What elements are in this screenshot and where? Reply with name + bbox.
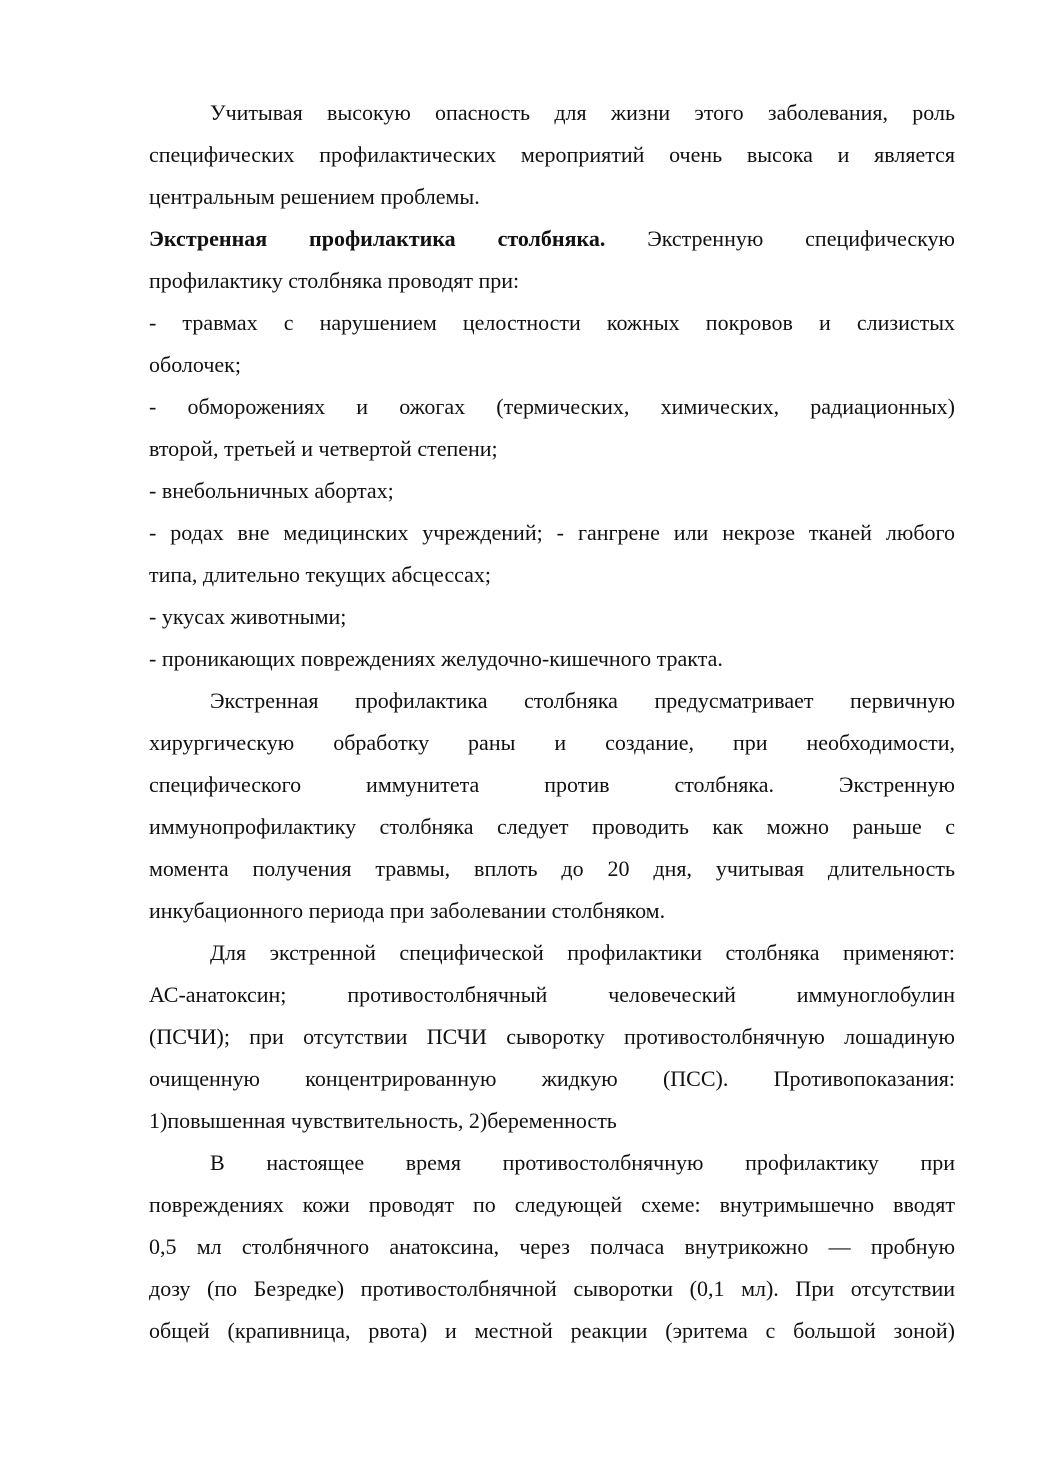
paragraph-line: Учитывая высокую опасность для жизни этого заболевания, роль bbox=[210, 100, 955, 125]
paragraph-line: общей (крапивница, рвота) и местной реакции (эритема с большой зоной) bbox=[149, 1318, 955, 1343]
list-item-line: - внебольничных абортах; bbox=[149, 478, 394, 503]
paragraph-line: специфических профилактических мероприятий очень высока и является bbox=[149, 142, 955, 167]
list-item-line: второй, третьей и четвертой степени; bbox=[149, 436, 498, 461]
paragraph-line: момента получения травмы, вплоть до 20 дня, учитывая длительность bbox=[149, 856, 955, 881]
paragraph-line: повреждениях кожи проводят по следующей схеме: внутримышечно вводят bbox=[149, 1192, 955, 1217]
paragraph-line: Для экстренной специфической профилактики столбняка применяют: bbox=[210, 940, 955, 965]
list-item-line: - травмах с нарушением целостности кожных покровов и слизистых bbox=[149, 310, 955, 335]
paragraph-line: 1)повышенная чувствительность, 2)беременность bbox=[149, 1108, 617, 1133]
list-item-line: типа, длительно текущих абсцессах; bbox=[149, 562, 491, 587]
paragraph-text: Экстренную специфическую bbox=[647, 226, 955, 251]
paragraph-line: хирургическую обработку раны и создание, при необходимости, bbox=[149, 730, 955, 755]
paragraph-line: центральным решением проблемы. bbox=[149, 184, 480, 209]
paragraph-line: профилактику столбняка проводят при: bbox=[149, 268, 520, 293]
paragraph-line: специфического иммунитета против столбняка. Экстренную bbox=[149, 772, 955, 797]
list-item-line: оболочек; bbox=[149, 352, 241, 377]
section-heading: Экстренная профилактика столбняка. bbox=[149, 226, 606, 251]
paragraph-line: очищенную концентрированную жидкую (ПСС). Противопоказания: bbox=[149, 1066, 955, 1091]
paragraph-line: 0,5 мл столбнячного анатоксина, через полчаса внутрикожно — пробную bbox=[149, 1234, 955, 1259]
paragraph-line: Экстренная профилактика столбняка предусматривает первичную bbox=[210, 688, 955, 713]
paragraph-line: иммунопрофилактику столбняка следует проводить как можно раньше с bbox=[149, 814, 955, 839]
document-page bbox=[149, 92, 955, 1352]
list-item-line: - родах вне медицинских учреждений; - гангрене или некрозе тканей любого bbox=[149, 520, 955, 545]
paragraph-line: АС-анатоксин; противостолбнячный человеческий иммуноглобулин bbox=[149, 982, 955, 1007]
paragraph-line: инкубационного периода при заболевании столбняком. bbox=[149, 898, 666, 923]
paragraph-line: В настоящее время противостолбнячную профилактику при bbox=[210, 1150, 955, 1175]
paragraph-line: дозу (по Безредке) противостолбнячной сыворотки (0,1 мл). При отсутствии bbox=[149, 1276, 955, 1301]
list-item-line: - укусах животными; bbox=[149, 604, 347, 629]
list-item-line: - обморожениях и ожогах (термических, химических, радиационных) bbox=[149, 394, 955, 419]
list-item-line: - проникающих повреждениях желудочно-кишечного тракта. bbox=[149, 646, 723, 671]
section-heading-line bbox=[149, 218, 955, 260]
paragraph-line: (ПСЧИ); при отсутствии ПСЧИ сыворотку противостолбнячную лошадиную bbox=[149, 1024, 955, 1049]
